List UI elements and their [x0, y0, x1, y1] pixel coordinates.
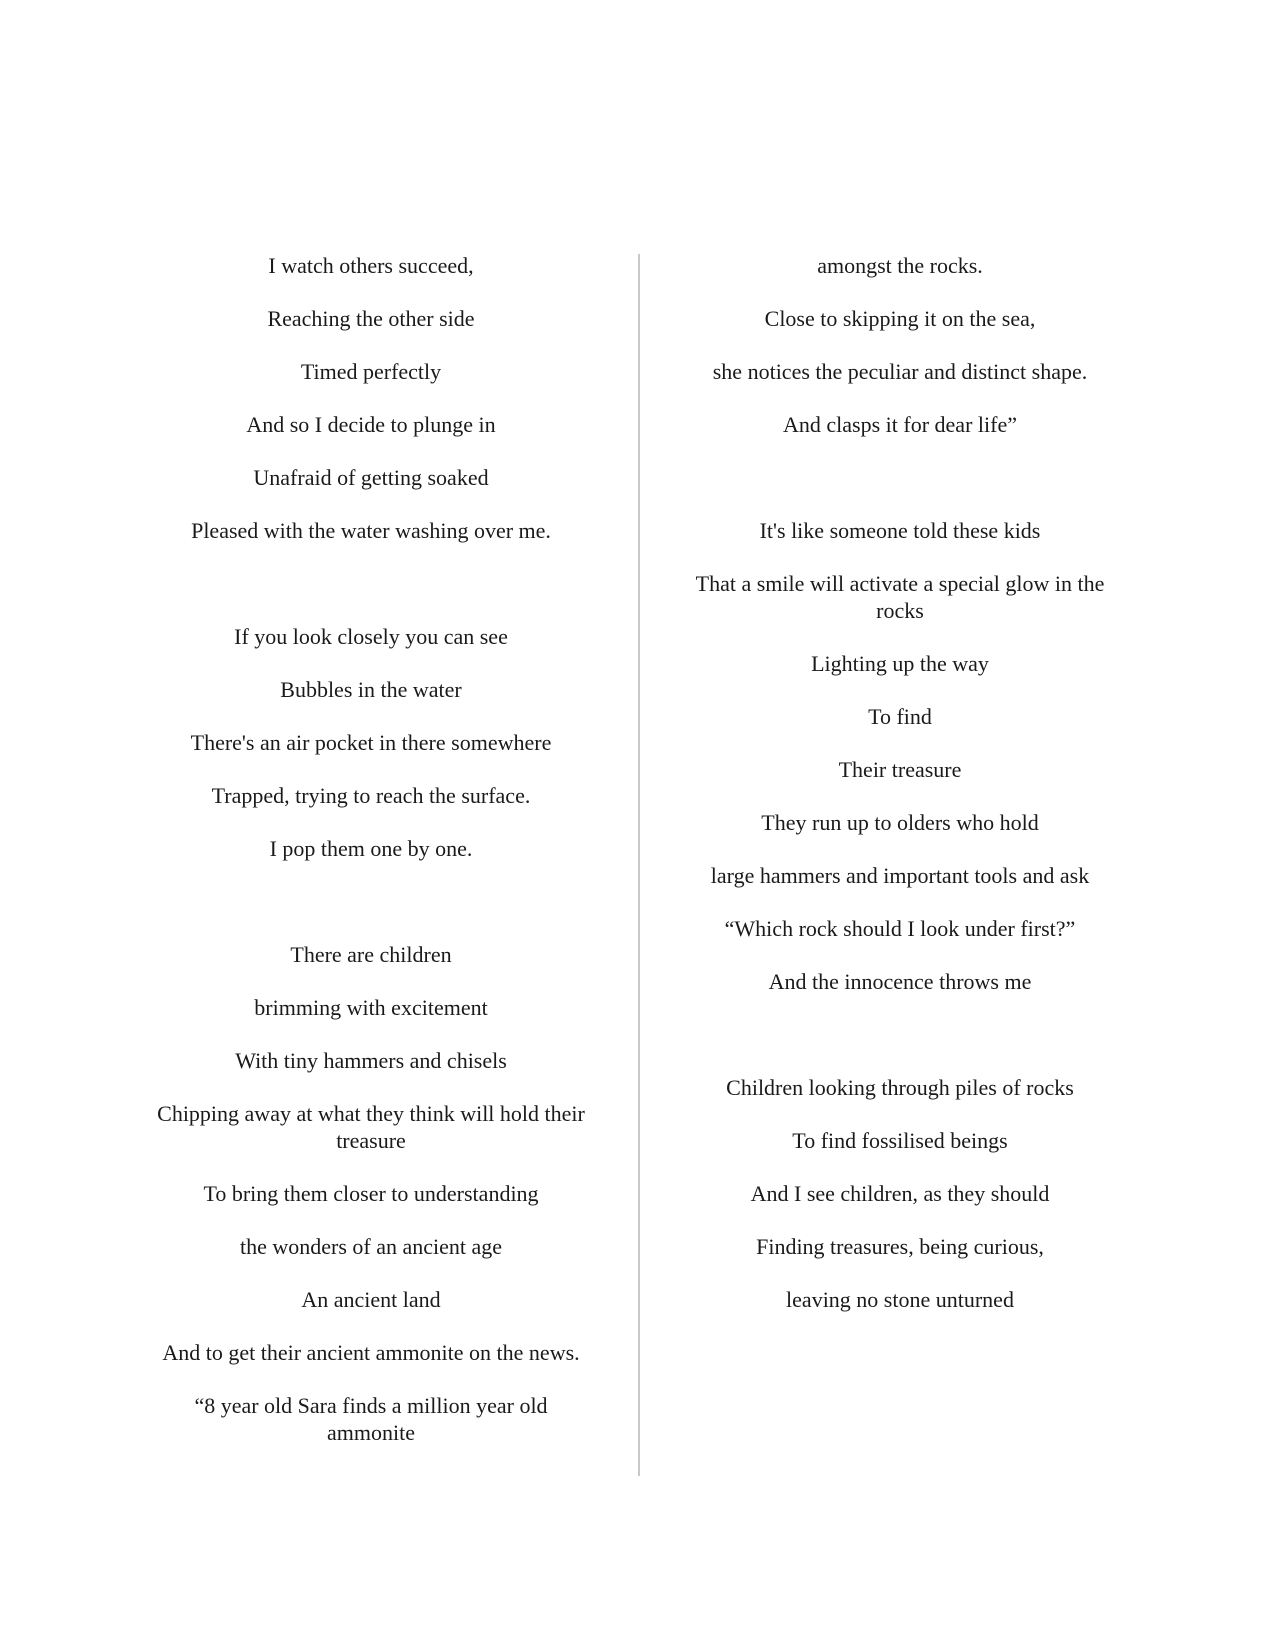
- poem-line: Children looking through piles of rocks: [726, 1075, 1074, 1100]
- poem-line: I watch others succeed,: [268, 253, 474, 278]
- poem-line: brimming with excitement: [254, 995, 488, 1020]
- poem-line: Timed perfectly: [300, 359, 442, 384]
- stanza: [151, 623, 591, 862]
- stanza-break: [151, 570, 591, 597]
- poem-line: Finding treasures, being curious,: [756, 1234, 1044, 1259]
- poem-line: And to get their ancient ammonite on the news.: [162, 1340, 580, 1365]
- column-divider: [638, 254, 640, 1476]
- stanza-break: [680, 464, 1120, 491]
- poem-line: And I see children, as they should: [750, 1181, 1050, 1206]
- poem-line: And clasps it for dear life”: [783, 412, 1017, 437]
- stanza: [680, 517, 1120, 995]
- poem-line: Lighting up the way: [811, 651, 989, 676]
- poem-line: It's like someone told these kids: [759, 518, 1041, 543]
- left-poem-column: [151, 252, 591, 1472]
- poem-line: “Which rock should I look under first?”: [724, 916, 1076, 941]
- poem-line: That a smile will activate a special glow in the rocks: [695, 571, 1105, 623]
- poem-line: Reaching the other side: [267, 306, 475, 331]
- poem-line: the wonders of an ancient age: [239, 1234, 503, 1259]
- poem-line: Bubbles in the water: [280, 677, 462, 702]
- poem-line: Pleased with the water washing over me.: [191, 518, 551, 543]
- poem-line: amongst the rocks.: [817, 253, 983, 278]
- poem-line: large hammers and important tools and ask: [710, 863, 1090, 888]
- poem-line: I pop them one by one.: [269, 836, 473, 861]
- right-poem-column: [680, 252, 1120, 1339]
- poem-line: If you look closely you can see: [234, 624, 508, 649]
- poem-line: Unafraid of getting soaked: [253, 465, 489, 490]
- poem-line: she notices the peculiar and distinct shape.: [712, 359, 1088, 384]
- poem-line: And the innocence throws me: [768, 969, 1032, 994]
- poem-line: “8 year old Sara finds a million year old ammonite: [194, 1393, 548, 1445]
- poem-line: Trapped, trying to reach the surface.: [211, 783, 531, 808]
- poem-line: There are children: [290, 942, 452, 967]
- poem-line: Their treasure: [838, 757, 962, 782]
- poem-line: To bring them closer to understanding: [203, 1181, 539, 1206]
- stanza-break: [151, 888, 591, 915]
- poem-line: To find fossilised beings: [792, 1128, 1008, 1153]
- stanza: [680, 252, 1120, 438]
- poem-line: An ancient land: [301, 1287, 441, 1312]
- stanza: [151, 252, 591, 544]
- poem-line: They run up to olders who hold: [761, 810, 1039, 835]
- poem-line: To find: [868, 704, 932, 729]
- poem-line: There's an air pocket in there somewhere: [190, 730, 552, 755]
- poem-line: Chipping away at what they think will hold their treasure: [157, 1101, 585, 1153]
- poem-line: With tiny hammers and chisels: [235, 1048, 507, 1073]
- poem-line: leaving no stone unturned: [786, 1287, 1014, 1312]
- poem-line: Close to skipping it on the sea,: [764, 306, 1036, 331]
- poem-line: And so I decide to plunge in: [246, 412, 496, 437]
- stanza: [680, 1074, 1120, 1313]
- stanza: [151, 941, 591, 1446]
- stanza-break: [680, 1021, 1120, 1048]
